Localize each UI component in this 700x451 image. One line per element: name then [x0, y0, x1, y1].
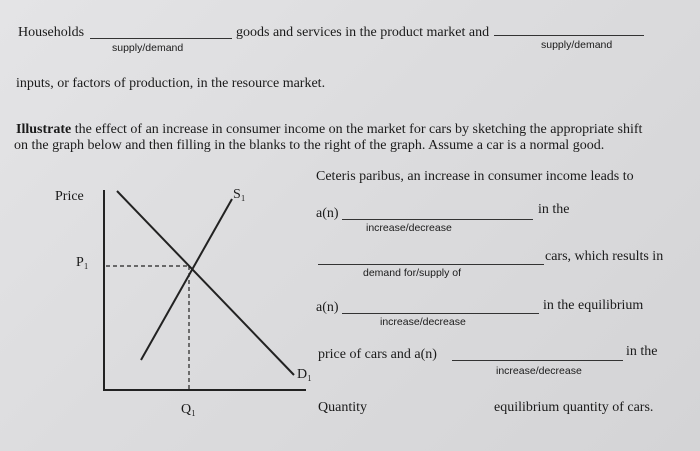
blank-demand-supply[interactable] — [318, 264, 544, 265]
hint-demand-supply: demand for/supply of — [363, 267, 462, 279]
supply-curve-s1 — [141, 199, 232, 360]
hint-supply-demand-2: supply/demand — [541, 39, 613, 51]
blank-increase-decrease-3[interactable] — [452, 360, 623, 361]
illustrate-word: Illustrate — [16, 122, 72, 137]
hint-increase-decrease-1: increase/decrease — [366, 222, 452, 234]
q1-label: Q₁ — [181, 402, 196, 417]
d1-label: D₁ — [297, 367, 312, 382]
p1-label: P₁ — [76, 255, 89, 270]
in-the-text-2: in the — [626, 344, 658, 359]
instruction-line-2: on the graph below and then filling in the blanks to the right of the graph. Assume a car is a normal good. — [14, 138, 605, 153]
hint-increase-decrease-2: increase/decrease — [380, 316, 466, 328]
lead-text: Ceteris paribus, an increase in consumer income leads to — [316, 169, 634, 184]
s1-label: S₁ — [233, 187, 246, 202]
an-text-2: a(n) — [316, 300, 339, 315]
inputs-text: inputs, or factors of production, in the resource market. — [16, 76, 326, 91]
cars-results-text: cars, which results in — [545, 249, 664, 264]
instruction-line-1-rest: the effect of an increase in consumer income on the market for cars by sketching the appropriate shift — [74, 122, 643, 137]
hint-increase-decrease-3: increase/decrease — [496, 365, 582, 377]
an-text-1: a(n) — [316, 206, 339, 221]
blank-increase-decrease-2[interactable] — [342, 313, 539, 314]
hint-supply-demand-1: supply/demand — [112, 42, 184, 54]
quantity-axis-label: Quantity — [318, 400, 367, 415]
households-text: Households — [18, 25, 85, 40]
price-axis-label: Price — [55, 189, 84, 204]
in-the-text-1: in the — [538, 202, 570, 217]
goods-services-text: goods and services in the product market and — [236, 25, 490, 40]
demand-curve-d1 — [117, 191, 294, 375]
price-cars-text: price of cars and a(n) — [318, 347, 437, 362]
equilibrium-quantity-text: equilibrium quantity of cars. — [494, 400, 654, 415]
equilibrium-text: in the equilibrium — [543, 298, 644, 313]
blank-increase-decrease-1[interactable] — [342, 219, 533, 220]
